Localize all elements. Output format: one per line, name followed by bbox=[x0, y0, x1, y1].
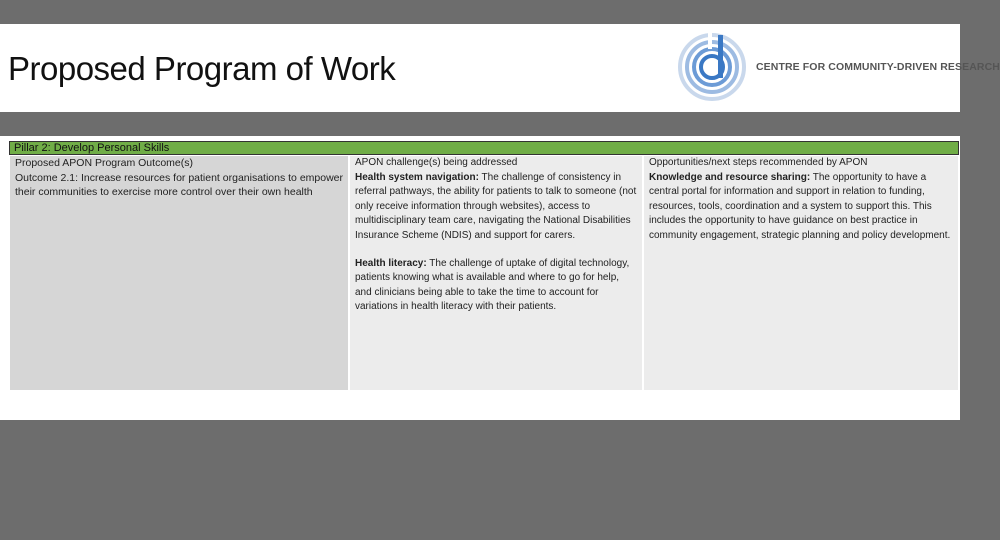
footer-band bbox=[0, 420, 960, 540]
challenge-navigation bbox=[355, 171, 637, 244]
challenge-literacy-label: Health literacy: bbox=[355, 257, 427, 269]
divider-band bbox=[0, 112, 960, 136]
logo-text: CENTRE FOR COMMUNITY-DRIVEN RESEARCH bbox=[756, 61, 1000, 73]
challenge-literacy bbox=[355, 257, 637, 315]
outcome-column bbox=[10, 156, 348, 390]
slide-title: Proposed Program of Work bbox=[8, 50, 396, 87]
opportunity-sharing bbox=[649, 171, 953, 244]
challenge-navigation-text: The challenge of consistency in referral pathways, the ability for patients to talk to someone (not only receive information through websites), access to multidisciplinary team care, navigating the National Disabilities Insurance Scheme (NDIS) and support for carers. bbox=[355, 171, 637, 241]
concentric-d-logo-icon bbox=[678, 31, 750, 103]
centre-logo bbox=[678, 31, 1000, 103]
challenge-literacy-text: The challenge of uptake of digital technology, patients knowing what is available and where to go for help, and clinicians being able to take the time to account for variations in health literacy with their patients. bbox=[355, 257, 630, 313]
outcome-header: Proposed APON Program Outcome(s) bbox=[15, 157, 193, 169]
challenge-navigation-label: Health system navigation: bbox=[355, 171, 479, 183]
opportunity-sharing-text: The opportunity to have a central portal for information and support in relation to funding, resources, tools, coordination and a system to support this. This includes the opportunity to have guidance on best practice in community engagement, strategic planning and policy development. bbox=[649, 171, 951, 241]
pillar-header: Pillar 2: Develop Personal Skills bbox=[9, 141, 959, 155]
opportunities-header: Opportunities/next steps recommended by APON bbox=[649, 157, 868, 168]
challenges-header: APON challenge(s) being addressed bbox=[355, 157, 518, 168]
outcome-text: Outcome 2.1: Increase resources for patient organisations to empower their communities to exercise more control over their own health bbox=[15, 171, 344, 199]
opportunities-column bbox=[644, 156, 958, 390]
challenges-column bbox=[350, 156, 642, 390]
opportunity-sharing-label: Knowledge and resource sharing: bbox=[649, 171, 811, 183]
